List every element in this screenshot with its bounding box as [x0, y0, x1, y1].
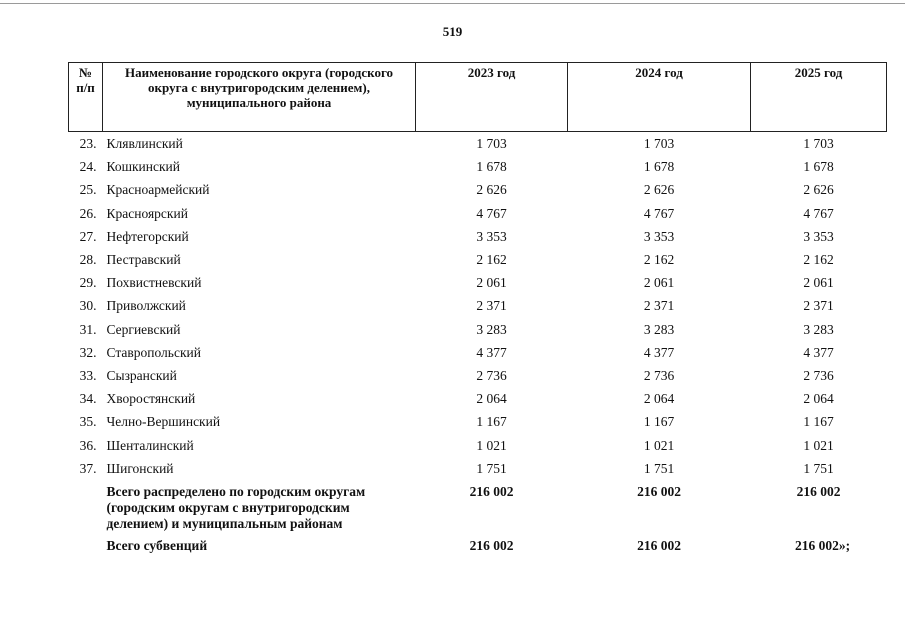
row-value-2024: 3 283 — [643, 321, 675, 337]
row-number: 25. — [79, 182, 97, 198]
row-value-2023: 2 371 — [476, 298, 507, 314]
row-number: 26. — [79, 205, 97, 221]
row-value-2024: 4 767 — [643, 205, 675, 221]
row-number: 31. — [79, 321, 97, 337]
row-district-name: Похвистневский — [106, 275, 202, 291]
row-value-2025: 2 736 — [803, 367, 834, 383]
row-value-2023: 2 626 — [476, 182, 507, 198]
row-value-2025: 1 703 — [803, 136, 834, 152]
row-number: 23. — [79, 136, 97, 152]
row-value-2025: 1 678 — [803, 159, 834, 175]
table-row — [69, 178, 887, 201]
row-value-2023: 1 678 — [476, 159, 507, 175]
table-row — [69, 318, 887, 341]
row-value-2024: 2 371 — [643, 298, 675, 314]
table-row — [69, 457, 887, 480]
row-number: 32. — [79, 344, 97, 360]
row-value-2024: 1 678 — [643, 159, 675, 175]
total-distributed-2024: 216 002 — [637, 483, 681, 499]
row-district-name: Красноармейский — [106, 182, 210, 198]
row-district-name: Шенталинский — [106, 437, 194, 453]
row-value-2025: 2 626 — [803, 182, 834, 198]
page-number: 519 — [442, 24, 463, 39]
row-value-2025: 3 353 — [803, 228, 834, 244]
total-subventions-label: Всего субвенций — [106, 537, 208, 553]
row-district-name: Клявлинский — [106, 136, 183, 152]
row-value-2023: 1 021 — [476, 437, 507, 453]
table-row — [69, 132, 887, 156]
row-value-2023: 1 751 — [476, 460, 507, 476]
row-district-name: Сызранский — [106, 367, 177, 383]
total-distributed-2023: 216 002 — [469, 483, 514, 499]
table-row — [69, 271, 887, 294]
row-value-2023: 1 703 — [476, 136, 507, 152]
row-number: 34. — [79, 391, 97, 407]
row-district-name: Ставропольский — [106, 344, 201, 360]
total-subventions-2023: 216 002 — [469, 537, 514, 553]
table-row — [69, 410, 887, 433]
row-district-name: Приволжский — [106, 298, 186, 314]
row-district-name: Челно-Вершинский — [106, 414, 221, 430]
row-value-2023: 2 064 — [476, 391, 507, 407]
row-value-2024: 1 751 — [643, 460, 675, 476]
row-value-2025: 2 064 — [803, 391, 834, 407]
row-value-2024: 4 377 — [643, 344, 675, 360]
row-value-2024: 1 703 — [643, 136, 675, 152]
total-subventions-row — [69, 532, 887, 561]
row-value-2025: 2 371 — [803, 298, 834, 314]
table-row — [69, 294, 887, 317]
table-row — [69, 364, 887, 387]
row-value-2025: 1 021 — [803, 437, 834, 453]
row-number: 28. — [79, 252, 97, 268]
row-number: 35. — [79, 414, 97, 430]
row-value-2025: 3 283 — [803, 321, 834, 337]
total-subventions-number — [69, 532, 103, 561]
row-district-name: Сергиевский — [106, 321, 181, 337]
row-district-name: Шигонский — [106, 460, 174, 476]
row-value-2024: 2 061 — [643, 275, 675, 291]
row-value-2024: 2 064 — [643, 391, 675, 407]
row-district-name: Кошкинский — [106, 159, 180, 175]
row-value-2023: 2 736 — [476, 367, 507, 383]
row-value-2024: 3 353 — [643, 228, 675, 244]
row-value-2024: 1 021 — [643, 437, 675, 453]
row-value-2023: 3 353 — [476, 228, 507, 244]
row-number: 30. — [79, 298, 97, 314]
row-district-name: Нефтегорский — [106, 228, 189, 244]
row-value-2024: 1 167 — [643, 414, 675, 430]
table-row — [69, 202, 887, 225]
total-distributed-number — [69, 480, 103, 532]
row-value-2023: 1 167 — [476, 414, 507, 430]
header-2023: 2023 год — [416, 63, 568, 132]
row-value-2023: 2 162 — [476, 252, 507, 268]
total-subventions-2024: 216 002 — [637, 537, 681, 553]
row-number: 27. — [79, 228, 97, 244]
row-value-2025: 2 162 — [803, 252, 834, 268]
header-2025: 2025 год — [751, 63, 887, 132]
total-subventions-2025 — [751, 532, 887, 561]
row-value-2023: 4 377 — [476, 344, 507, 360]
row-value-2023: 3 283 — [476, 321, 507, 337]
table-body — [69, 132, 887, 562]
total-distributed-label: Всего распределено по городским округам (городским округам с внутригородским делением) и муниципальным районам — [106, 483, 366, 531]
row-value-2025: 4 767 — [803, 205, 834, 221]
subvention-table — [68, 62, 887, 561]
row-district-name: Красноярский — [106, 205, 188, 221]
row-number: 37. — [79, 460, 97, 476]
row-value-2023: 2 061 — [476, 275, 507, 291]
row-value-2025: 4 377 — [803, 344, 834, 360]
row-number: 33. — [79, 367, 97, 383]
header-number: № п/п — [69, 63, 103, 132]
row-number: 24. — [79, 159, 97, 175]
header-row — [69, 63, 887, 132]
row-number: 36. — [79, 437, 97, 453]
page-top-edge — [0, 3, 905, 4]
row-value-2025: 1 751 — [803, 460, 834, 476]
row-district-name: Хворостянский — [106, 391, 196, 407]
table-row — [69, 341, 887, 364]
table-row — [69, 433, 887, 456]
total-distributed-row — [69, 480, 887, 532]
row-value-2025: 1 167 — [803, 414, 834, 430]
row-district-name: Пестравский — [106, 252, 181, 268]
row-number: 29. — [79, 275, 97, 291]
table-row — [69, 155, 887, 178]
table-header — [69, 63, 887, 132]
table-row — [69, 225, 887, 248]
total-distributed-2025: 216 002 — [796, 483, 841, 499]
row-value-2024: 2 626 — [643, 182, 675, 198]
header-2024: 2024 год — [568, 63, 751, 132]
table-row — [69, 387, 887, 410]
subvention-table-container — [68, 62, 886, 561]
header-name: Наименование городского округа (городского округа с внутригородским делением), муниципального района — [103, 63, 416, 132]
table-row — [69, 248, 887, 271]
row-value-2024: 2 162 — [643, 252, 675, 268]
row-value-2025: 2 061 — [803, 275, 834, 291]
total-subventions-2025-value: 216 002»; — [794, 537, 851, 553]
row-value-2024: 2 736 — [643, 367, 675, 383]
row-value-2023: 4 767 — [476, 205, 507, 221]
